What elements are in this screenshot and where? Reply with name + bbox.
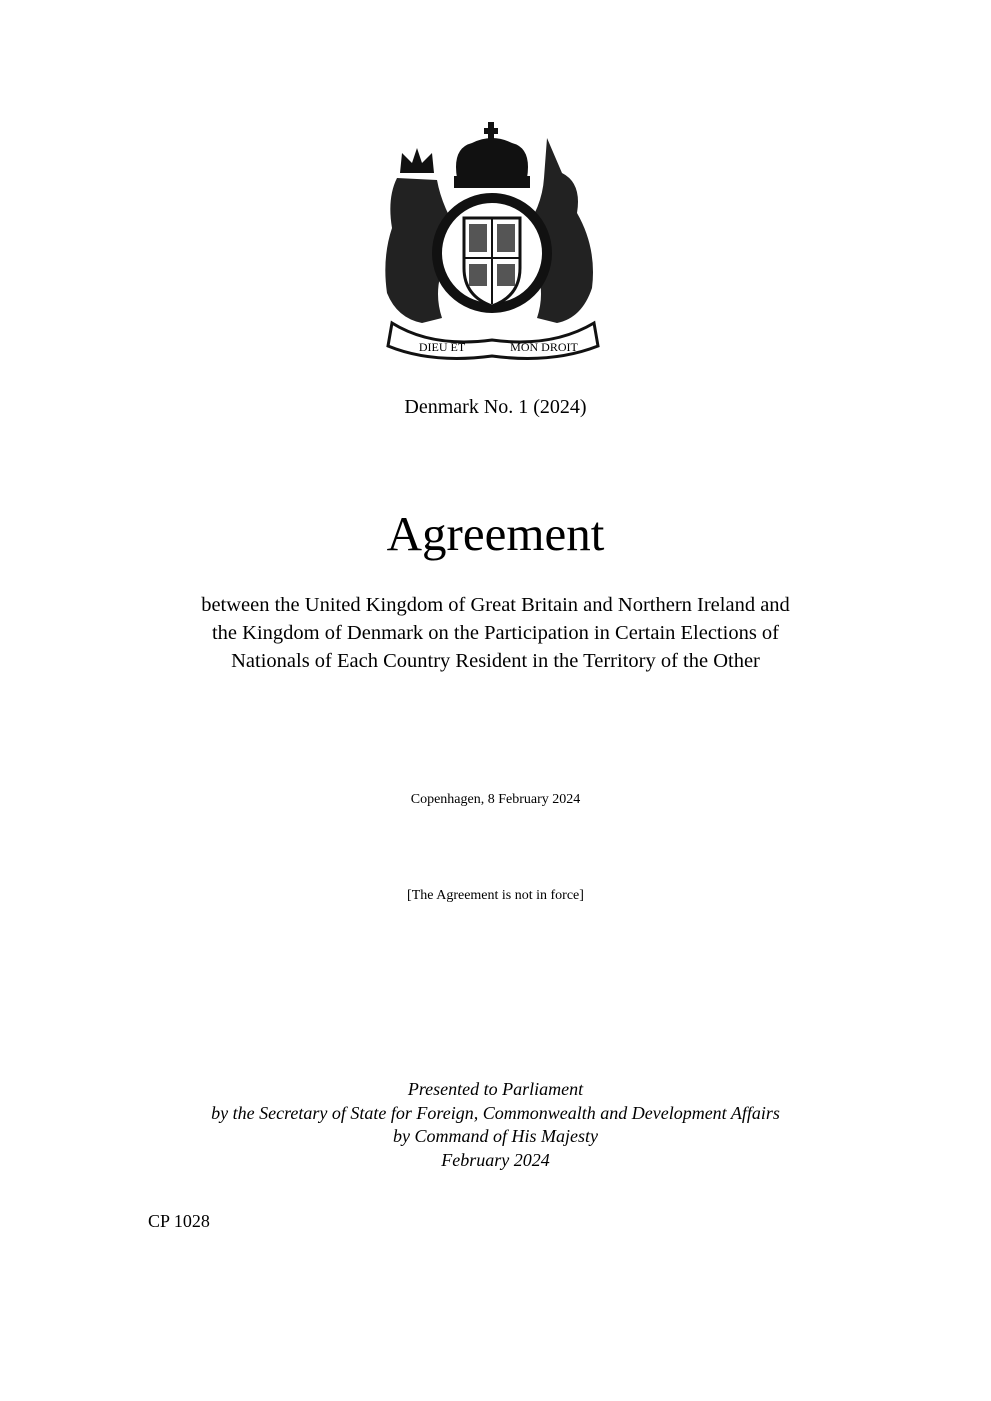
svg-text:DIEU ET: DIEU ET bbox=[418, 340, 466, 354]
presented-line: by the Secretary of State for Foreign, Commonwealth and Development Affairs bbox=[211, 1102, 780, 1123]
presented-line: by Command of His Majesty bbox=[393, 1126, 598, 1146]
document-subtitle bbox=[0, 591, 991, 675]
svg-text:MON DROIT: MON DROIT bbox=[510, 340, 578, 354]
command-paper-number: CP 1028 bbox=[148, 1211, 210, 1231]
subtitle-line: between the United Kingdom of Great Britain and Northern Ireland and bbox=[201, 594, 790, 616]
subtitle-line: the Kingdom of Denmark on the Participation in Certain Elections of bbox=[211, 622, 780, 644]
subtitle-line: Nationals of Each Country Resident in the Territory of the Other bbox=[231, 650, 760, 672]
presented-line: Presented to Parliament bbox=[407, 1079, 584, 1099]
document-title: Agreement bbox=[386, 506, 605, 561]
royal-coat-of-arms bbox=[372, 118, 612, 363]
place-and-date: Copenhagen, 8 February 2024 bbox=[410, 792, 581, 807]
presented-line: February 2024 bbox=[441, 1149, 550, 1170]
series-number: Denmark No. 1 (2024) bbox=[404, 396, 587, 418]
force-status: [The Agreement is not in force] bbox=[407, 888, 584, 903]
presentation-statement bbox=[0, 1078, 991, 1172]
